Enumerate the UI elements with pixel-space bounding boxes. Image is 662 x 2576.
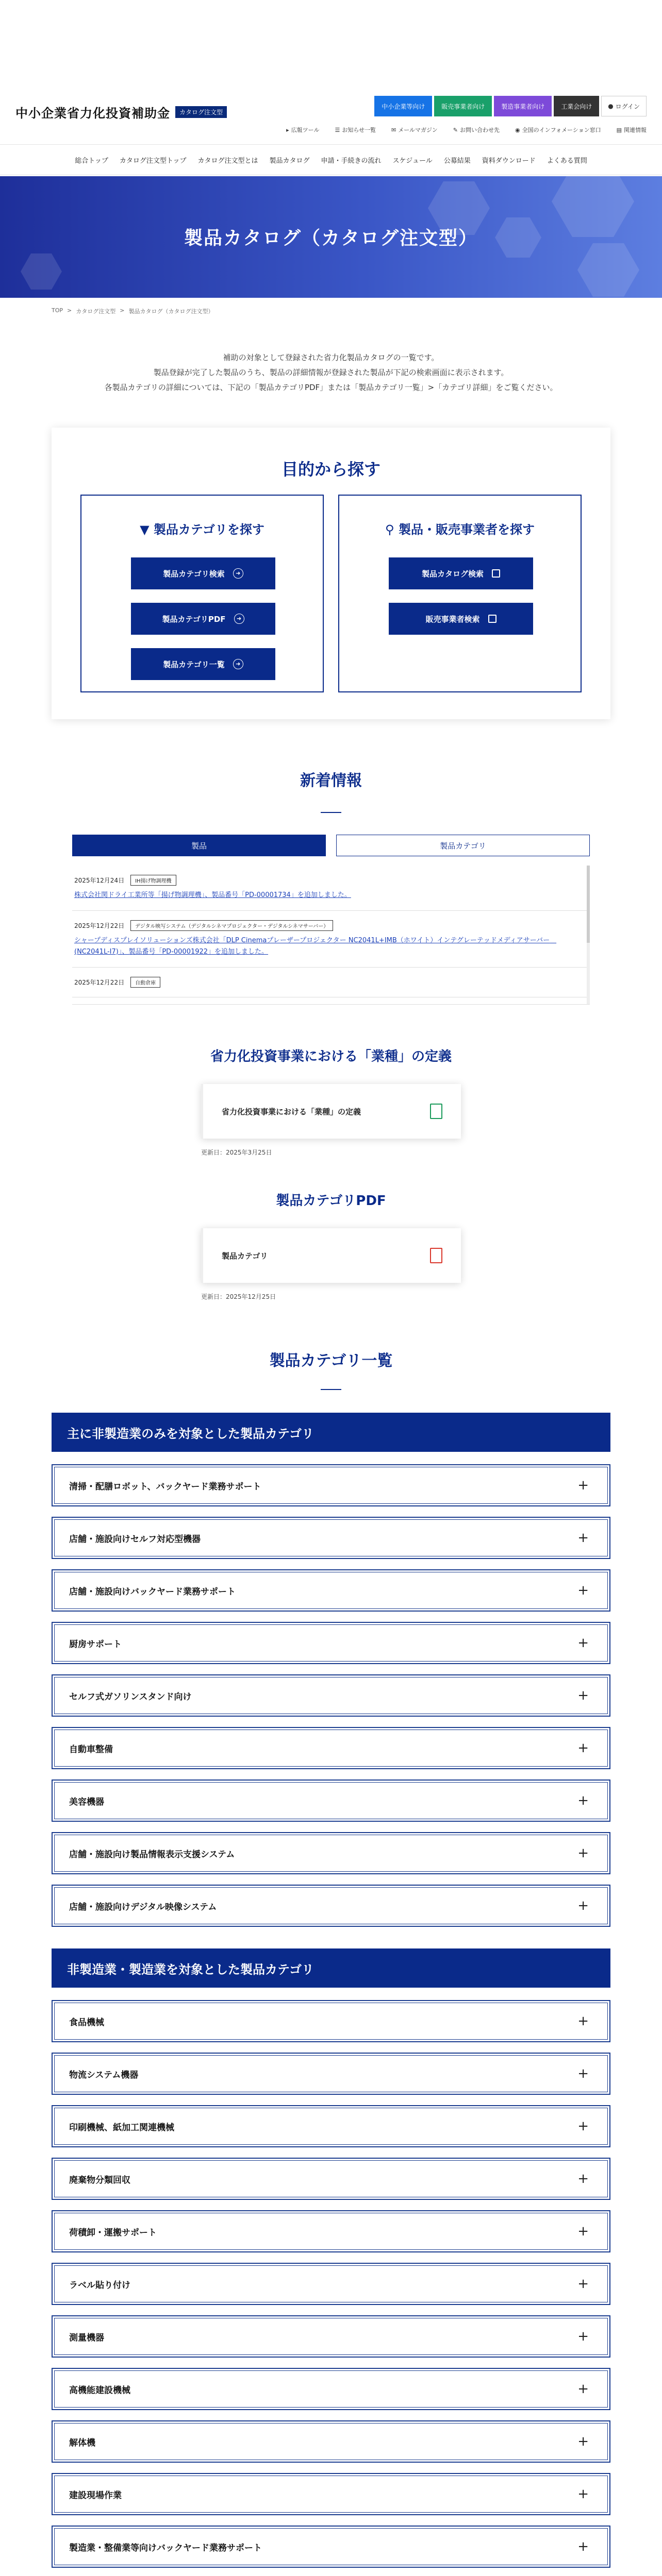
audience-sme-button[interactable]: 中小企業等向け bbox=[374, 96, 432, 116]
nav-downloads[interactable]: 資料ダウンロード bbox=[482, 157, 536, 165]
audience-maker-button[interactable]: 製造事業者向け bbox=[494, 96, 552, 116]
site-logo[interactable] bbox=[15, 103, 227, 121]
category-label: 食品機械 bbox=[69, 2017, 104, 2028]
category-label: 清掃・配膳ロボット、バックヤード業務サポート bbox=[69, 1481, 261, 1492]
scrollbar-thumb[interactable] bbox=[587, 866, 590, 943]
audience-buttons bbox=[374, 96, 647, 116]
tab-product[interactable]: 製品 bbox=[72, 835, 326, 856]
hex-decoration bbox=[21, 253, 62, 290]
catalog-badge: カタログ注文型 bbox=[175, 106, 227, 118]
utility-mail[interactable] bbox=[391, 126, 438, 134]
global-nav bbox=[0, 144, 662, 175]
chevron-right-icon: > bbox=[120, 307, 125, 314]
category-accordion-item[interactable] bbox=[52, 1464, 610, 1506]
category-label: 印刷機械、紙加工関連機械 bbox=[69, 2122, 174, 2133]
login-button[interactable] bbox=[601, 96, 647, 116]
product-catalog-search-button[interactable] bbox=[389, 557, 533, 589]
title-underline bbox=[321, 812, 341, 813]
utility-label: 全国のインフォメーション窓口 bbox=[522, 127, 601, 133]
category-accordion-item[interactable] bbox=[52, 1885, 610, 1927]
nav-results[interactable]: 公募結果 bbox=[443, 157, 471, 165]
news-tag: 自動倉庫 bbox=[130, 977, 160, 988]
nav-catalog-top[interactable]: カタログ注文型トップ bbox=[119, 157, 187, 165]
login-label: ログイン bbox=[615, 103, 640, 110]
category-accordion-item[interactable] bbox=[52, 1780, 610, 1822]
pen-icon: ✎ bbox=[453, 126, 458, 133]
news-link[interactable]: 株式会社関ドライ工業所等「揚げ物調理機」、製品番号「PD-00001734」を追加しました。 bbox=[74, 891, 351, 899]
plus-icon: + bbox=[577, 1478, 589, 1493]
category-pdf-card[interactable] bbox=[201, 1228, 461, 1283]
audience-vendor-button[interactable]: 販売事業者向け bbox=[434, 96, 492, 116]
category-label: 高機能建設機械 bbox=[69, 2385, 130, 2396]
category-pdf-card-label: 製品カテゴリ bbox=[222, 1251, 268, 1261]
doc-icon: ▤ bbox=[616, 126, 622, 133]
news-date: 2025年12月24日 bbox=[74, 877, 125, 884]
intro-line: 製品登録が完了した製品のうち、製品の詳細情報が登録された製品が下記の検索画面に表示されます。 bbox=[153, 368, 509, 377]
breadcrumb-top[interactable]: TOP bbox=[52, 307, 63, 314]
industry-card-label: 省力化投資事業における「業種」の定義 bbox=[222, 1107, 361, 1116]
utility-label: お問い合わせ先 bbox=[459, 127, 500, 133]
plus-icon: + bbox=[577, 2066, 589, 2081]
news-scrollbar[interactable] bbox=[587, 866, 590, 1004]
category-search-title bbox=[81, 519, 323, 537]
utility-links bbox=[286, 126, 647, 134]
arrow-right-icon: ➜ bbox=[234, 614, 244, 624]
plus-icon: + bbox=[577, 1740, 589, 1756]
category-label: 建設現場作業 bbox=[69, 2490, 122, 2501]
category-accordion-item[interactable] bbox=[52, 2000, 610, 2042]
user-icon: ● bbox=[608, 103, 616, 110]
news-link[interactable]: シャープディスプレイソリューションズ株式会社「DLP Cinemaプレーザープロジェクター NC2041L+IMB（ホワイト）インテグレーテッドメディアサーバー (NC2041L-I7)」、製品番号「PD-00001922」を追加しました。 bbox=[74, 937, 557, 956]
utility-related[interactable] bbox=[617, 126, 647, 134]
external-window-icon bbox=[492, 569, 500, 578]
category-label: 自動車整備 bbox=[69, 1744, 113, 1755]
utility-label: 関連情報 bbox=[624, 127, 647, 133]
news-tag: IH揚げ物調理機 bbox=[130, 875, 176, 886]
button-label: 販売事業者検索 bbox=[425, 614, 480, 624]
category-accordion-item[interactable] bbox=[52, 1674, 610, 1717]
category-search-box bbox=[80, 495, 324, 692]
audience-association-button[interactable]: 工業会向け bbox=[554, 96, 599, 116]
pin-icon: ◉ bbox=[515, 126, 520, 133]
category-accordion-item[interactable] bbox=[52, 2473, 610, 2515]
hex-decoration bbox=[577, 243, 639, 297]
category-group-heading: 主に非製造業のみを対象とした製品カテゴリ bbox=[52, 1413, 610, 1452]
nav-schedule[interactable]: スケジュール bbox=[392, 157, 433, 165]
plus-icon: + bbox=[577, 2119, 589, 2134]
category-accordion-item[interactable] bbox=[52, 1622, 610, 1664]
category-accordion-item[interactable] bbox=[52, 2105, 610, 2147]
page-title: 製品カタログ（カタログ注文型） bbox=[184, 228, 478, 249]
arrow-right-icon: ➜ bbox=[233, 568, 243, 579]
category-label: 店舗・施設向けデジタル映像システム bbox=[69, 1902, 217, 1912]
category-pdf-title: 製品カテゴリPDF bbox=[276, 1193, 386, 1209]
industry-updated-date: 更新日：2025年3月25日 bbox=[201, 1149, 272, 1156]
nav-about[interactable]: カタログ注文型とは bbox=[197, 157, 258, 165]
category-label: 荷積卸・運搬サポート bbox=[69, 2227, 157, 2238]
news-list[interactable] bbox=[72, 866, 590, 1005]
pdf-file-icon bbox=[430, 1248, 442, 1263]
plus-icon: + bbox=[577, 1583, 589, 1598]
category-accordion-item[interactable] bbox=[52, 2263, 610, 2305]
category-accordion-item[interactable] bbox=[52, 1569, 610, 1612]
nav-flow[interactable]: 申請・手続きの流れ bbox=[321, 157, 382, 165]
utility-label: メールマガジン bbox=[398, 127, 438, 133]
breadcrumb-catalog[interactable]: カタログ注文型 bbox=[76, 308, 116, 315]
category-accordion-item[interactable] bbox=[52, 2420, 610, 2463]
vendor-search-button[interactable] bbox=[389, 603, 533, 635]
category-search-label: 製品カテゴリを探す bbox=[153, 522, 264, 537]
site-header bbox=[0, 0, 662, 165]
external-window-icon bbox=[488, 615, 496, 623]
list-icon: ☰ bbox=[335, 126, 340, 133]
arrow-right-icon: ➜ bbox=[233, 659, 243, 669]
category-label: ラベル貼り付け bbox=[69, 2280, 130, 2291]
industry-title: 省力化投資事業における「業種」の定義 bbox=[210, 1049, 452, 1064]
button-label: 製品カテゴリPDF bbox=[162, 614, 226, 624]
category-label: 廃棄物分類回収 bbox=[69, 2175, 130, 2185]
intro-line: 各製品カテゴリの詳細については、下記の「製品カテゴリPDF」または「製品カテゴリ一覧」>「カテゴリ詳細」をご覧ください。 bbox=[104, 383, 558, 392]
plus-icon: + bbox=[577, 2224, 589, 2239]
plus-icon: + bbox=[577, 1635, 589, 1651]
breadcrumb-current: 製品カタログ（カタログ注文型） bbox=[128, 308, 214, 315]
category-label: 製造業・整備業等向けバックヤード業務サポート bbox=[69, 2543, 262, 2553]
news-tabs bbox=[72, 835, 590, 856]
nav-faq[interactable]: よくある質問 bbox=[547, 157, 587, 165]
news-item bbox=[72, 968, 590, 997]
category-label: 店舗・施設向け製品情報表示支援システム bbox=[69, 1849, 235, 1860]
category-accordion-item[interactable] bbox=[52, 2315, 610, 2358]
category-pdf-button[interactable] bbox=[131, 603, 275, 635]
tag-icon: ▼ bbox=[140, 522, 150, 537]
utility-label: お知らせ一覧 bbox=[342, 127, 376, 133]
category-accordion-item[interactable] bbox=[52, 2526, 610, 2568]
category-search-button[interactable] bbox=[131, 557, 275, 589]
title-underline bbox=[321, 1389, 341, 1390]
product-vendor-search-box bbox=[338, 495, 582, 692]
industry-definition-card[interactable] bbox=[201, 1084, 461, 1139]
category-label: 店舗・施設向けセルフ対応型機器 bbox=[69, 1534, 201, 1545]
plus-icon: + bbox=[577, 1688, 589, 1703]
news-item bbox=[72, 866, 590, 911]
category-pdf-updated-date: 更新日：2025年12月25日 bbox=[201, 1293, 276, 1300]
category-accordion-item[interactable] bbox=[52, 2158, 610, 2200]
category-label: 物流システム機器 bbox=[69, 2070, 139, 2080]
plus-icon: + bbox=[577, 2013, 589, 2029]
button-label: 製品カテゴリ一覧 bbox=[163, 659, 225, 669]
news-date: 2025年12月22日 bbox=[74, 922, 125, 929]
category-accordion-item[interactable] bbox=[52, 1832, 610, 1874]
category-accordion-item[interactable] bbox=[52, 2053, 610, 2095]
category-label: 美容機器 bbox=[69, 1797, 104, 1807]
news-tag: デジタル映写システム（デジタルシネマプロジェクター・デジタルシネマサーバー） bbox=[130, 920, 333, 931]
product-vendor-label: 製品・販売事業者を探す bbox=[398, 522, 535, 537]
button-label: 製品カテゴリ検索 bbox=[163, 569, 225, 579]
breadcrumb bbox=[52, 307, 213, 315]
site-title[interactable]: 中小企業省力化投資補助金 bbox=[15, 106, 170, 121]
tab-product-category[interactable]: 製品カテゴリ bbox=[336, 835, 590, 856]
mail-icon: ✉ bbox=[391, 126, 396, 133]
news-item bbox=[72, 911, 590, 968]
plus-icon: + bbox=[577, 1898, 589, 1913]
utility-contact[interactable] bbox=[453, 126, 500, 134]
utility-info-window[interactable] bbox=[515, 126, 601, 134]
category-label: 厨房サポート bbox=[69, 1639, 122, 1650]
category-label: 解体機 bbox=[69, 2437, 95, 2448]
plus-icon: + bbox=[577, 2276, 589, 2292]
plus-icon: + bbox=[577, 2486, 589, 2502]
plus-icon: + bbox=[577, 1793, 589, 1808]
excel-file-icon bbox=[430, 1104, 442, 1119]
plus-icon: + bbox=[577, 2381, 589, 2397]
category-list-title: 製品カテゴリ一覧 bbox=[269, 1352, 393, 1370]
utility-news[interactable] bbox=[335, 126, 376, 134]
news-title: 新着情報 bbox=[300, 772, 362, 790]
category-label: セルフ式ガソリンスタンド向け bbox=[69, 1691, 192, 1702]
category-accordion-item[interactable] bbox=[52, 1727, 610, 1769]
purpose-search-panel bbox=[52, 428, 610, 719]
plus-icon: + bbox=[577, 2539, 589, 2554]
plus-icon: + bbox=[577, 2434, 589, 2449]
category-accordion-item[interactable] bbox=[52, 1517, 610, 1559]
hero-banner bbox=[0, 176, 662, 298]
purpose-title: 目的から探す bbox=[281, 460, 380, 479]
plus-icon: + bbox=[577, 1530, 589, 1546]
plus-icon: + bbox=[577, 2329, 589, 2344]
category-label: 店舗・施設向けバックヤード業務サポート bbox=[69, 1586, 236, 1597]
nav-product-catalog[interactable]: 製品カタログ bbox=[269, 157, 310, 165]
plus-icon: + bbox=[577, 2171, 589, 2187]
intro-text bbox=[0, 350, 662, 395]
search-icon: ⚲ bbox=[385, 522, 394, 537]
category-accordion-item[interactable] bbox=[52, 2368, 610, 2410]
nav-top[interactable]: 総合トップ bbox=[75, 157, 108, 165]
category-accordion-item[interactable] bbox=[52, 2210, 610, 2252]
chevron-right-icon: > bbox=[67, 307, 72, 314]
intro-line: 補助の対象として登録された省力化製品カタログの一覧です。 bbox=[223, 353, 439, 362]
button-label: 製品カタログ検索 bbox=[421, 569, 484, 579]
category-group-heading: 非製造業・製造業を対象とした製品カテゴリ bbox=[52, 1948, 610, 1988]
utility-pr-tools[interactable] bbox=[286, 126, 319, 134]
product-vendor-title bbox=[339, 519, 581, 537]
plus-icon: + bbox=[577, 1845, 589, 1861]
category-list-button[interactable] bbox=[131, 648, 275, 680]
category-label: 測量機器 bbox=[69, 2332, 104, 2343]
megaphone-icon: ▸ bbox=[286, 126, 289, 133]
utility-label: 広報ツール bbox=[291, 127, 320, 133]
news-date: 2025年12月22日 bbox=[74, 979, 125, 986]
